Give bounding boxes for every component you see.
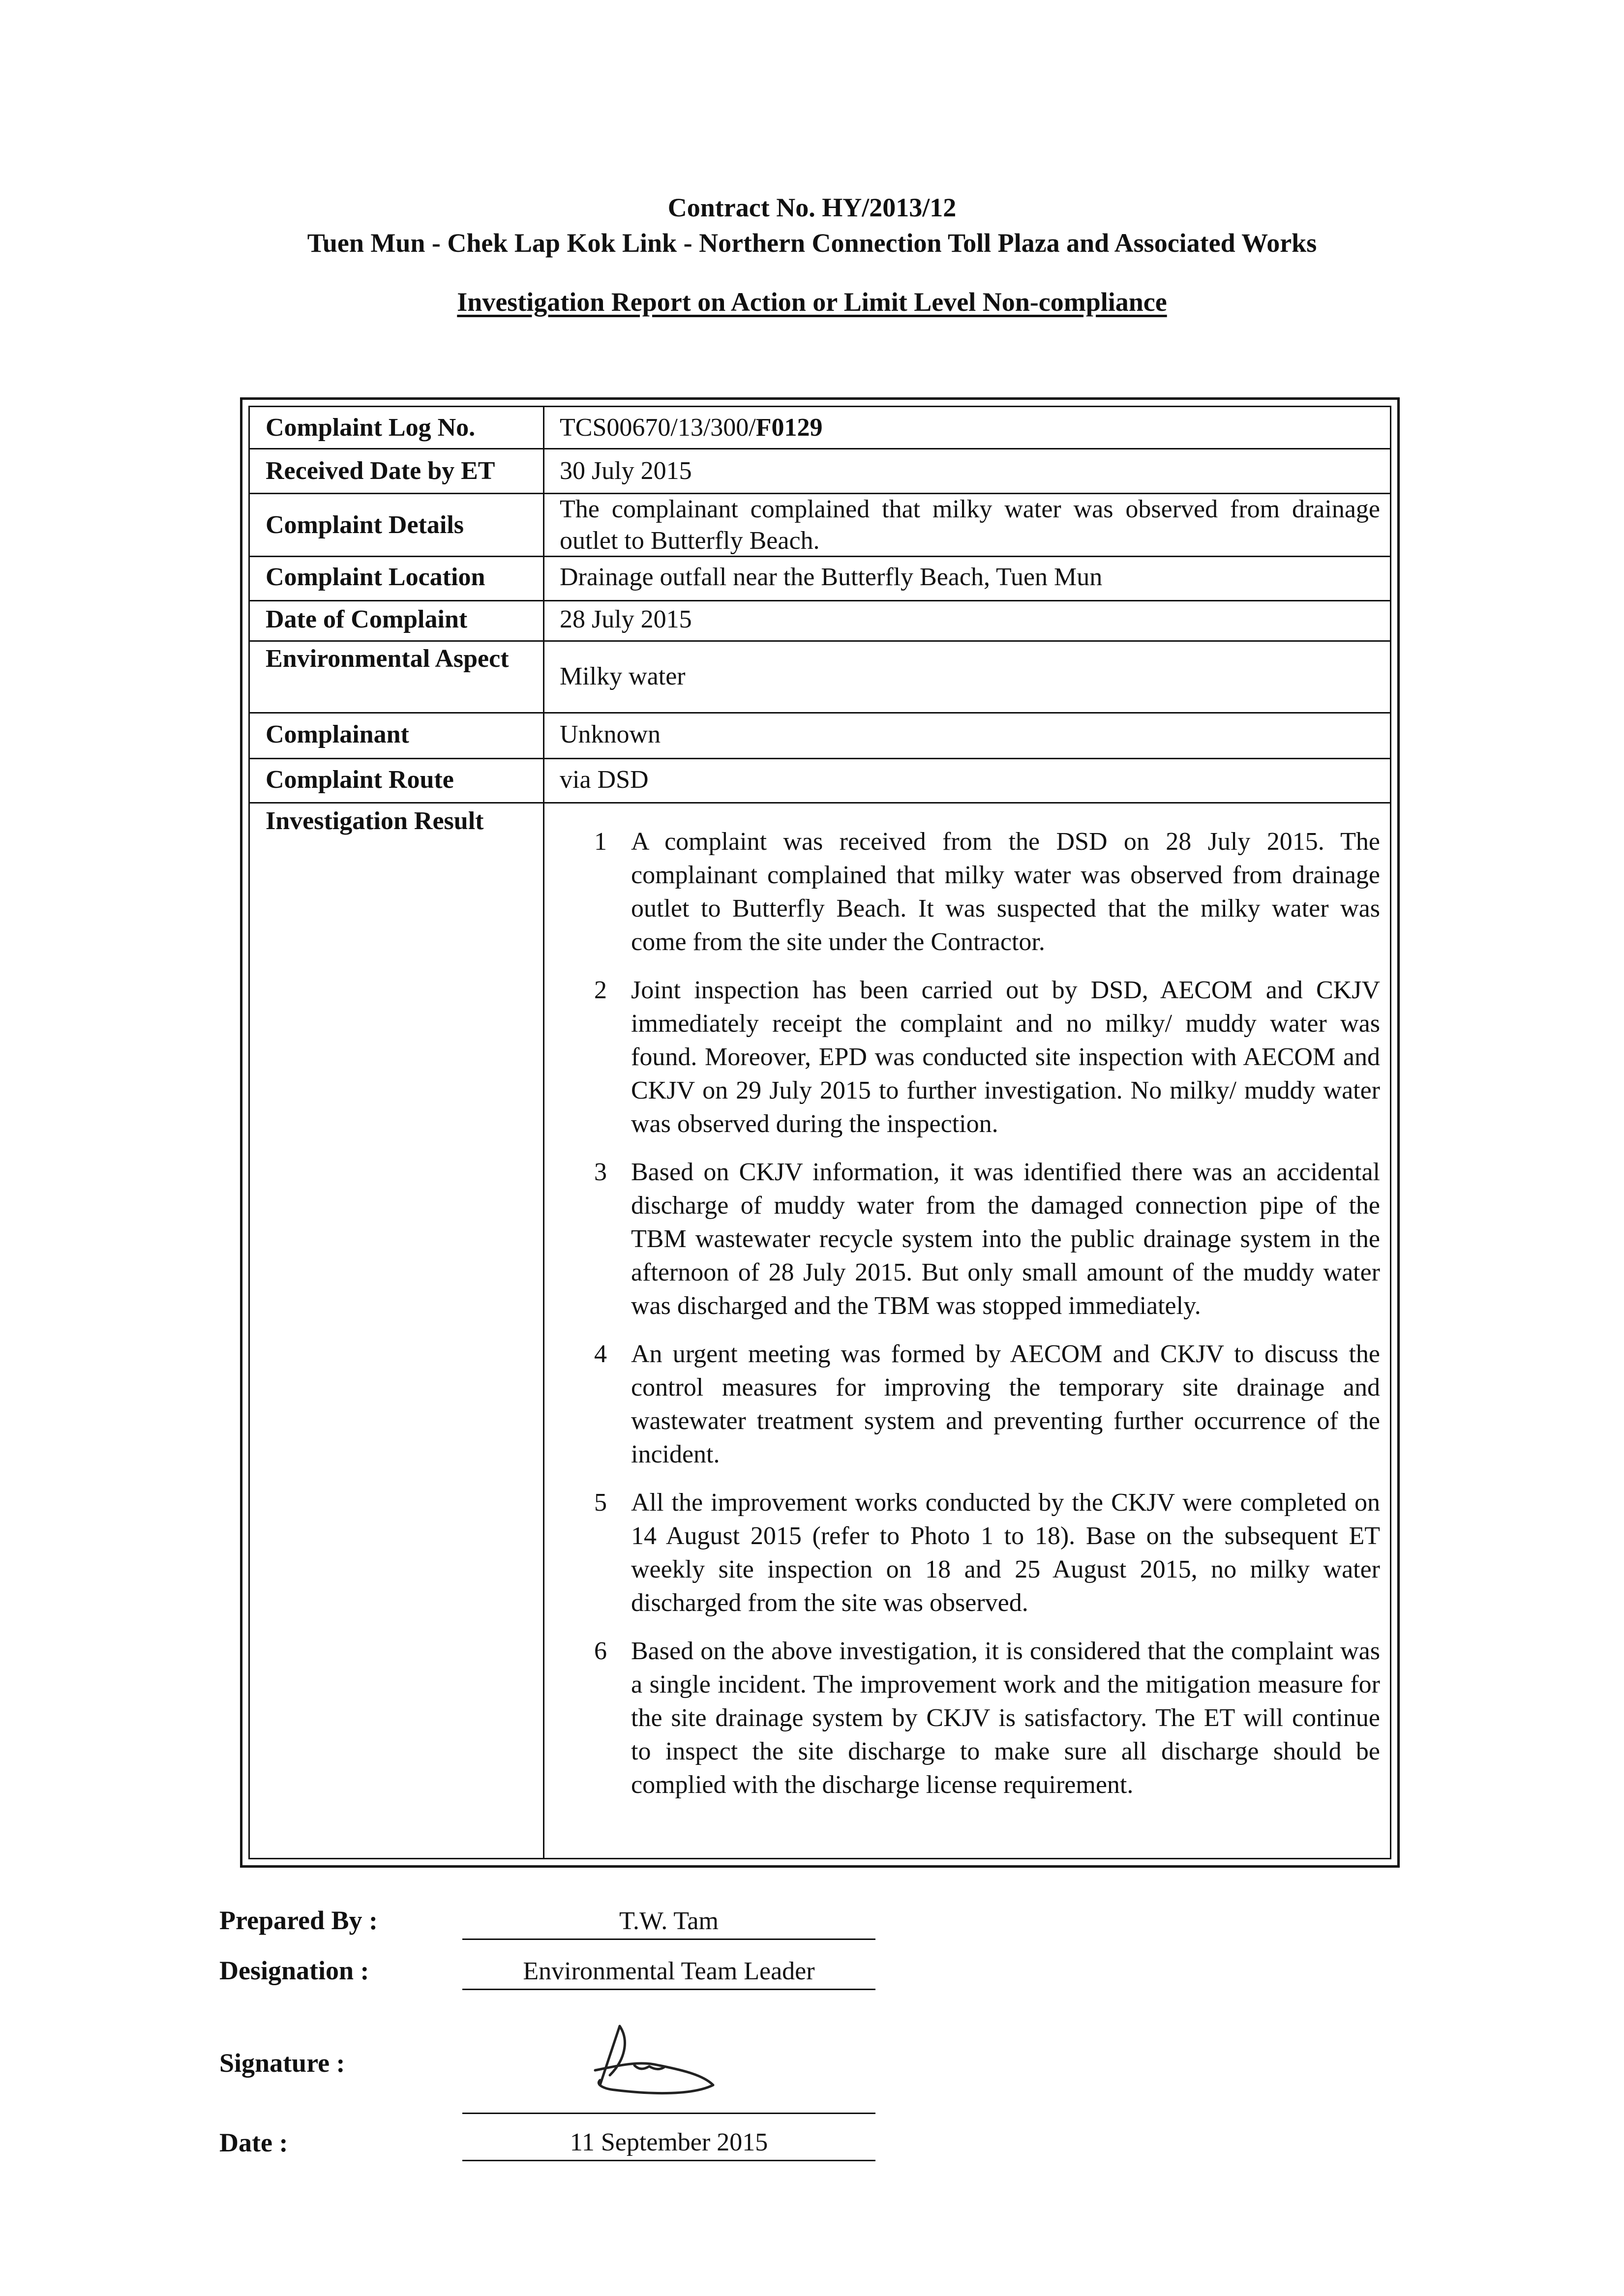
signature-label: Signature : xyxy=(219,2048,345,2078)
prepared-by-label: Prepared By : xyxy=(219,1906,378,1935)
prepared-by-value: T.W. Tam xyxy=(462,1904,875,1940)
result-item-text: An urgent meeting was formed by AECOM and CKJV to discuss the control measures for improving the temporary site drainage and wastewater treatment system and preventing further occurrence of the incident. xyxy=(631,1340,1380,1468)
date-value: 11 September 2015 xyxy=(462,2125,875,2161)
log-no-suffix: F0129 xyxy=(755,414,823,442)
log-no-prefix: TCS00670/13/300/ xyxy=(560,414,756,442)
result-item-text: A complaint was received from the DSD on 28 July 2015. The complainant complained that milky water was observed from drainage outlet to Butterfly Beach. It was suspected that the milky water was come from the site under the Contractor. xyxy=(631,828,1380,956)
result-item-number: 5 xyxy=(594,1489,607,1517)
complaint-details-value: The complainant complained that milky water was observed from drainage outlet to Butterfly Beach. xyxy=(560,495,1380,555)
date-label: Date : xyxy=(219,2128,288,2157)
result-item-number: 6 xyxy=(594,1637,607,1665)
result-item xyxy=(560,974,1380,1141)
complainant-label: Complainant xyxy=(266,720,409,748)
project-title: Tuen Mun - Chek Lap Kok Link - Northern Connection Toll Plaza and Associated Works xyxy=(307,228,1317,258)
designation-label: Designation : xyxy=(219,1956,369,1985)
complaint-route-value: via DSD xyxy=(560,766,649,794)
column-divider xyxy=(543,407,544,1858)
contract-number: Contract No. HY/2013/12 xyxy=(667,193,957,222)
row-divider xyxy=(250,712,1390,714)
received-date-label: Received Date by ET xyxy=(266,457,495,485)
complaint-location-value: Drainage outfall near the Butterfly Beach, Tuen Mun xyxy=(560,563,1103,591)
result-item-number: 1 xyxy=(594,828,607,856)
result-item-text: Based on the above investigation, it is considered that the complaint was a single incident. The improvement work and the mitigation measure for the site drainage system by CKJV is satisfactory. The ET will continue to inspect the site discharge to make sure all discharge should be complied with the discharge license requirement. xyxy=(631,1637,1380,1799)
result-item xyxy=(560,825,1380,959)
complaint-route-label: Complaint Route xyxy=(266,766,454,794)
result-item-number: 2 xyxy=(594,976,607,1004)
row-divider xyxy=(250,600,1390,601)
environmental-aspect-value: Milky water xyxy=(560,662,686,690)
complaint-date-value: 28 July 2015 xyxy=(560,605,692,633)
designation-value: Environmental Team Leader xyxy=(462,1954,875,1990)
row-divider xyxy=(250,758,1390,759)
result-item-number: 3 xyxy=(594,1158,607,1186)
row-divider xyxy=(250,802,1390,804)
investigation-result-label: Investigation Result xyxy=(266,807,484,835)
result-item-text: Based on CKJV information, it was identified there was an accidental discharge of muddy water from the damaged connection pipe of the TBM wastewater recycle system into the public drainage system in the afternoon of 28 July 2015. But only small amount of the muddy water was discharged and the TBM was stopped immediately. xyxy=(631,1158,1380,1320)
complaint-table-body xyxy=(248,406,1391,1859)
result-item-text: Joint inspection has been carried out by DSD, AECOM and CKJV immediately receipt the complaint and no milky/ muddy water was found. Moreover, EPD was conducted site inspection with AECOM and CKJV on 29 July 2015 to further investigation. No milky/ muddy water was observed during the inspection. xyxy=(631,976,1380,1138)
result-item xyxy=(560,1338,1380,1471)
complaint-date-label: Date of Complaint xyxy=(266,605,468,633)
complaint-table xyxy=(240,397,1400,1868)
result-item-number: 4 xyxy=(594,1340,607,1368)
handwritten-signature xyxy=(566,2011,752,2110)
result-item xyxy=(560,1635,1380,1802)
complaint-location-label: Complaint Location xyxy=(266,563,485,591)
log-no-value xyxy=(560,411,1380,445)
result-item-text: All the improvement works conducted by the CKJV were completed on 14 August 2015 (refer to Photo 1 to 18). Base on the subsequent ET weekly site inspection on 18 and 25 August 2015, no milky water discharged from the site was observed. xyxy=(631,1489,1380,1617)
received-date-value: 30 July 2015 xyxy=(560,457,692,485)
report-title: Investigation Report on Action or Limit Level Non-compliance xyxy=(457,287,1167,317)
row-divider xyxy=(250,448,1390,449)
result-item xyxy=(560,1156,1380,1323)
complainant-value: Unknown xyxy=(560,720,661,748)
environmental-aspect-label: Environmental Aspect xyxy=(266,645,509,673)
result-item xyxy=(560,1486,1380,1620)
row-divider xyxy=(250,640,1390,642)
investigation-result-list xyxy=(560,825,1380,1817)
complaint-details-label: Complaint Details xyxy=(266,511,464,539)
log-no-label: Complaint Log No. xyxy=(266,414,476,442)
